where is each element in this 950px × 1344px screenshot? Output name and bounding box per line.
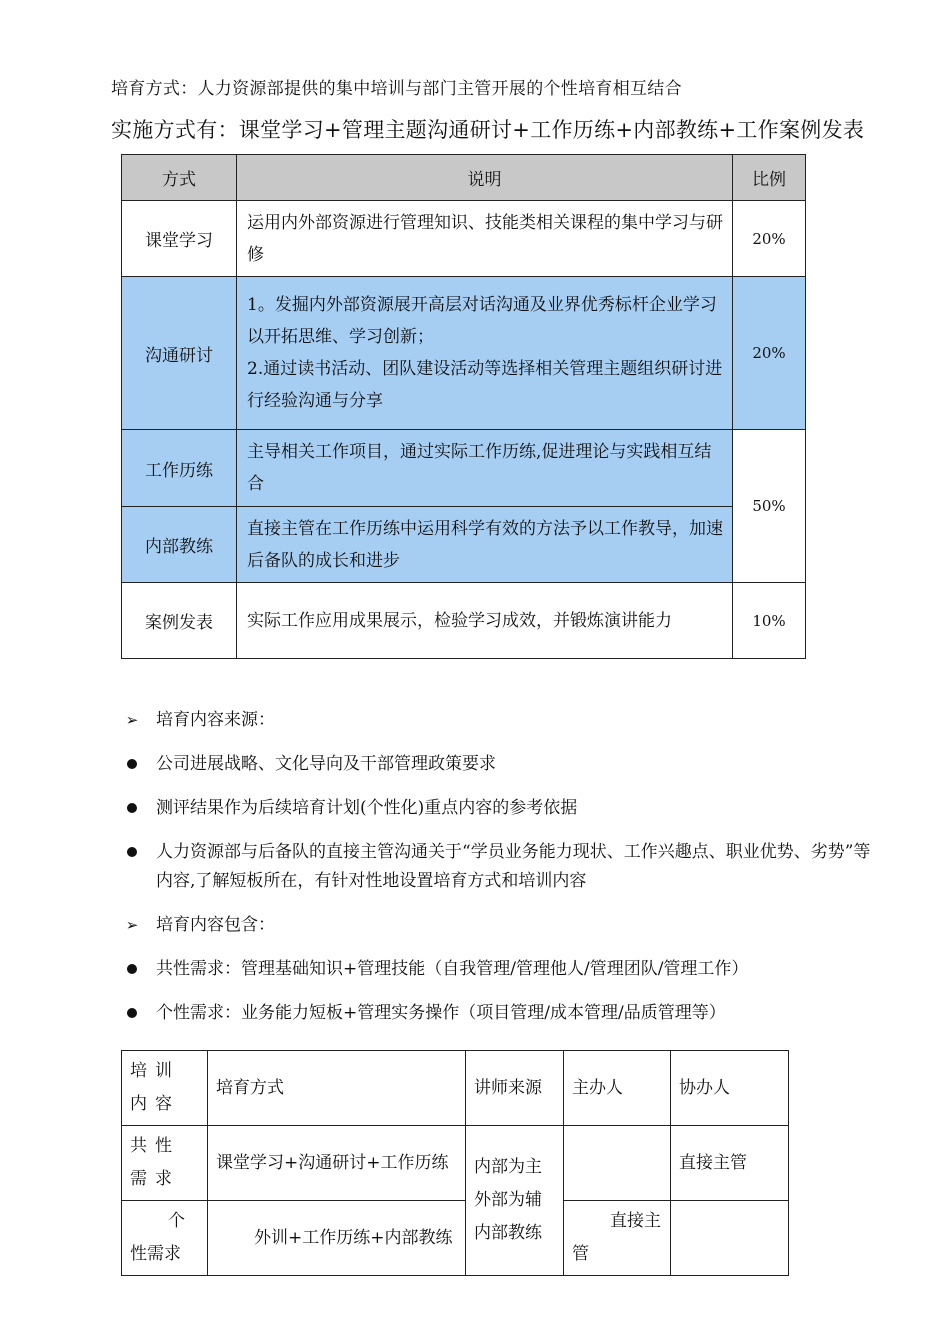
intro-line-implementation: 实施方式有：课堂学习+管理主题沟通研讨+工作历练+内部教练+工作案例发表	[111, 118, 865, 142]
header-organizer: 主办人	[564, 1051, 671, 1126]
list-heading-text: 培育内容包含：	[156, 915, 275, 935]
list-item	[122, 838, 882, 896]
list-item-text: 测评结果作为后续培育计划(个性化)重点内容的参考依据	[156, 798, 578, 818]
header-method: 培育方式	[208, 1051, 466, 1126]
list-item	[122, 955, 882, 984]
training-plan-table	[121, 1050, 789, 1276]
ratio-cell: 20%	[733, 277, 806, 430]
method-cell: 课堂学习+沟通研讨+工作历练	[208, 1126, 466, 1201]
table-header-row	[122, 155, 806, 201]
list-item-text: 共性需求：管理基础知识+管理技能（自我管理/管理他人/管理团队/管理工作）	[156, 959, 749, 979]
list-heading	[122, 911, 882, 940]
description-cell: 运用内外部资源进行管理知识、技能类相关课程的集中学习与研修	[237, 201, 733, 277]
description-paragraph: 1。发掘内外部资源展开高层对话沟通及业界优秀标杆企业学习以开拓思维、学习创新；	[247, 295, 717, 347]
list-item	[122, 999, 882, 1028]
table-row	[122, 1126, 789, 1201]
method-cell: 内部教练	[122, 507, 237, 583]
description-cell: 主导相关工作项目，通过实际工作历练,促进理论与实践相互结合	[237, 430, 733, 507]
dot-bullet-icon	[122, 838, 142, 867]
description-cell: 实际工作应用成果展示，检验学习成效，并锻炼演讲能力	[237, 583, 733, 659]
ratio-cell: 10%	[733, 583, 806, 659]
content-cell: 个 性需求	[122, 1201, 208, 1276]
training-method-table	[121, 154, 806, 659]
table-row	[122, 430, 806, 507]
dot-bullet-icon	[122, 794, 142, 823]
list-item	[122, 794, 882, 823]
table-header-row	[122, 1051, 789, 1126]
intro-line-training-mode: 培育方式：人力资源部提供的集中培训与部门主管开展的个性培育相互结合	[111, 79, 682, 99]
header-content: 培训内容	[122, 1051, 208, 1126]
method-cell: 外训+工作历练+内部教练	[208, 1201, 466, 1276]
arrow-bullet-icon: ➢	[125, 916, 139, 934]
ratio-cell: 20%	[733, 201, 806, 277]
arrow-bullet-icon: ➢	[125, 711, 139, 729]
header-lecturer: 讲师来源	[466, 1051, 564, 1126]
list-item	[122, 750, 882, 779]
description-paragraph: 2.通过读书活动、团队建设活动等选择相关管理主题组织研讨进行经验沟通与分享	[247, 359, 723, 411]
assistant-cell	[671, 1201, 789, 1276]
dot-bullet-icon	[122, 999, 142, 1028]
dot-bullet-icon	[122, 750, 142, 779]
list-item-text: 个性需求：业务能力短板+管理实务操作（项目管理/成本管理/品质管理等）	[156, 1003, 726, 1023]
table-row	[122, 507, 806, 583]
method-cell: 案例发表	[122, 583, 237, 659]
header-description: 说明	[237, 155, 733, 201]
assistant-cell: 直接主管	[671, 1126, 789, 1201]
lecturer-cell: 内部为主外部为辅内部教练	[466, 1126, 564, 1276]
list-item-text: 公司进展战略、文化导向及干部管理政策要求	[156, 754, 496, 774]
method-cell: 沟通研讨	[122, 277, 237, 430]
dot-bullet-icon	[122, 955, 142, 984]
content-cell: 共性需求	[122, 1126, 208, 1201]
ratio-cell: 50%	[733, 430, 806, 583]
list-heading-text: 培育内容来源：	[156, 710, 275, 730]
method-cell: 工作历练	[122, 430, 237, 507]
header-ratio: 比例	[733, 155, 806, 201]
header-assistant: 协办人	[671, 1051, 789, 1126]
organizer-cell: 直接主管	[564, 1201, 671, 1276]
table-row	[122, 583, 806, 659]
table-row	[122, 1201, 789, 1276]
header-method: 方式	[122, 155, 237, 201]
table-row	[122, 277, 806, 430]
table-row	[122, 201, 806, 277]
description-cell: 直接主管在工作历练中运用科学有效的方法予以工作教导，加速后备队的成长和进步	[237, 507, 733, 583]
training-content-lists	[122, 706, 882, 1043]
list-item-text: 人力资源部与后备队的直接主管沟通关于“学员业务能力现状、工作兴趣点、职业优势、劣势”等内容,了解短板所在，有针对性地设置培育方式和培训内容	[156, 842, 871, 891]
description-cell	[237, 277, 733, 430]
method-cell: 课堂学习	[122, 201, 237, 277]
list-heading	[122, 706, 882, 735]
organizer-cell	[564, 1126, 671, 1201]
